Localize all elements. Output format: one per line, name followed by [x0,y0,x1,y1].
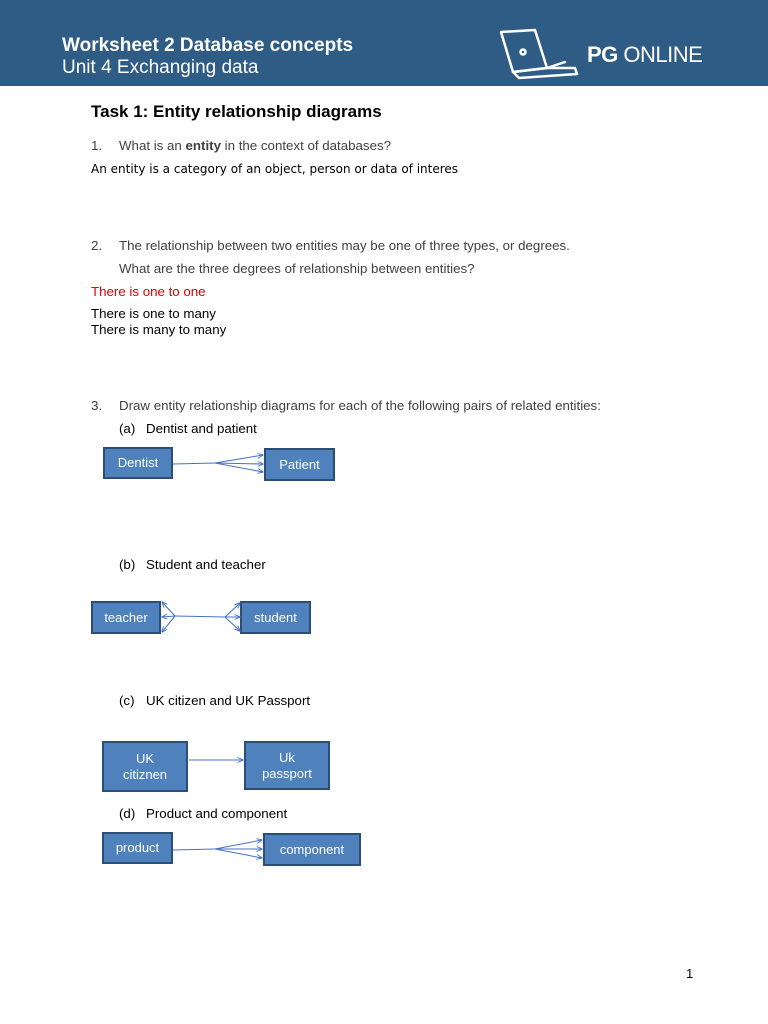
answer-2-line-3: There is many to many [91,322,227,337]
worksheet-title: Worksheet 2 Database concepts [62,35,354,56]
question-2-line-1: The relationship between two entities may be one of three types, or degrees. [119,238,570,253]
entity-box-uk-citizen [102,741,188,792]
task-title: Task 1: Entity relationship diagrams [91,102,382,121]
connector-teacher-student [162,602,240,632]
part-b-text: Student and teacher [146,557,266,572]
part-a-text: Dentist and patient [146,421,257,436]
logo-wordmark: PG ONLINE [587,42,703,67]
question-3-text: Draw entity relationship diagrams for each of the following pairs of related entities: [119,398,601,413]
question-1-number: 1. [91,138,103,153]
laptop-icon [495,28,580,80]
entity-box-patient: Patient [264,448,335,481]
entity-box-teacher: teacher [91,601,161,634]
connector-dentist-patient [173,455,263,472]
part-c-text: UK citizen and UK Passport [146,693,311,708]
question-1-text: What is an entity in the context of databases? [119,138,392,153]
pg-online-logo [495,28,715,80]
connector-product-component [173,840,262,858]
entity-box-product: product [102,832,173,864]
header-banner [0,0,768,86]
entity-box-dentist: Dentist [103,447,173,479]
page-number: 1 [686,966,694,981]
question-2-line-2: What are the three degrees of relationship between entities? [119,261,475,276]
uk-passport-line-1: Uk [279,749,295,765]
part-b-label: (b) [119,557,136,572]
answer-2-line-1: There is one to one [91,284,206,299]
unit-subtitle: Unit 4 Exchanging data [62,57,259,78]
answer-2-line-2: There is one to many [91,306,216,321]
part-d-label: (d) [119,806,136,821]
uk-citizen-line-2: citiznen [122,766,168,782]
part-d-text: Product and component [146,806,288,821]
entity-box-component: component [263,833,361,866]
answer-1: An entity is a category of an object, person or data of interes [91,162,459,176]
part-a-label: (a) [119,421,136,436]
entity-box-student: student [240,601,311,634]
question-3-number: 3. [91,398,103,413]
entity-box-uk-passport [244,741,330,790]
uk-passport-line-2: passport [262,765,312,781]
uk-citizen-line-1: UK [135,750,155,766]
part-c-label: (c) [119,693,135,708]
question-2-number: 2. [91,238,103,253]
